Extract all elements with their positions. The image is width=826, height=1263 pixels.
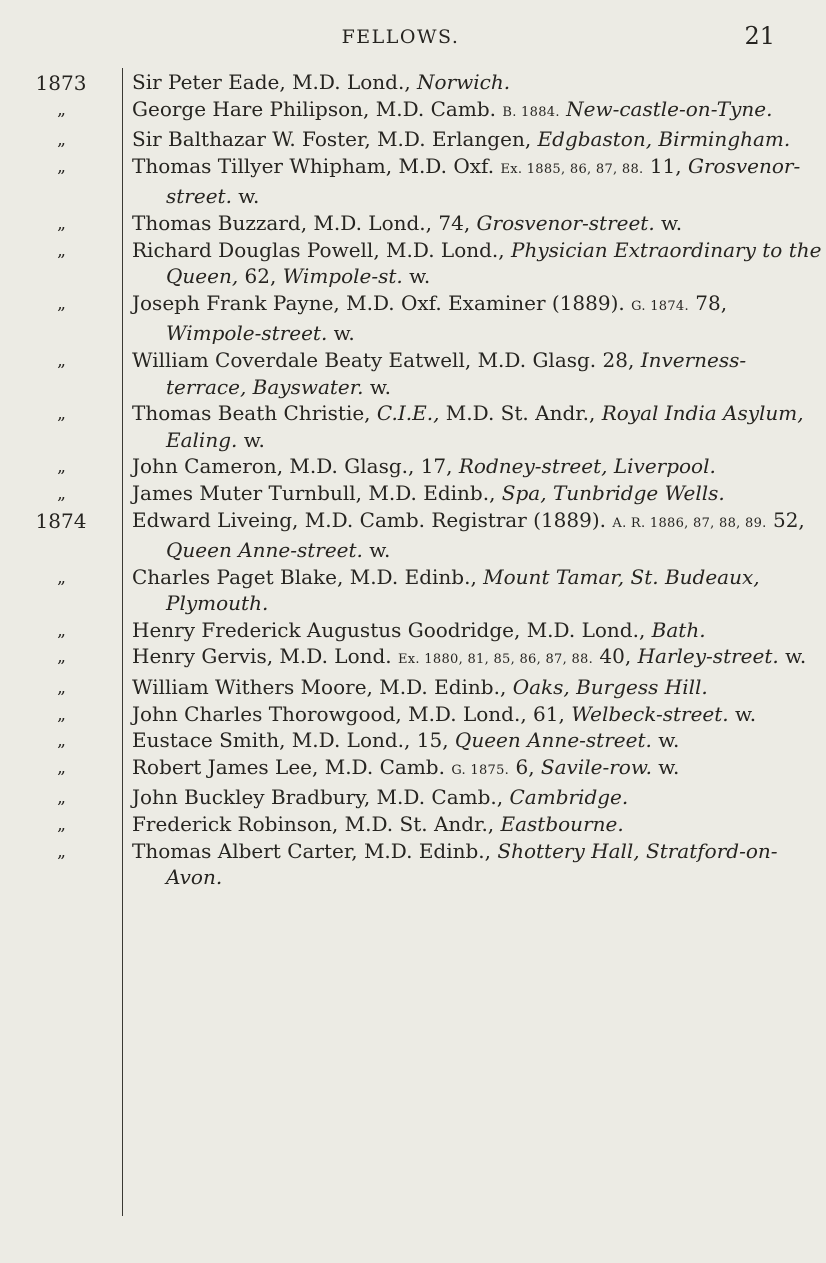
entry-name: Henry Frederick Augustus Goodridge, M.D. Lond., <box>132 617 652 642</box>
entry-address: Savile-row. <box>540 754 652 779</box>
list-item <box>0 754 801 785</box>
list-item <box>0 507 805 564</box>
entry-text <box>132 290 826 347</box>
page-header <box>0 22 801 52</box>
list-item <box>0 480 801 507</box>
entry-text <box>132 96 826 127</box>
entry-year: „ <box>57 240 65 261</box>
entry-year: „ <box>57 156 65 177</box>
entry-address: Wimpole-street. <box>166 321 328 346</box>
fellows-list <box>0 69 822 891</box>
entry-name: James Muter Turnbull, M.D. Edinb., <box>132 480 502 505</box>
list-item <box>0 701 801 728</box>
list-item <box>0 290 801 347</box>
list-item <box>0 126 801 153</box>
entry-text <box>132 507 826 564</box>
entry-offices: B. 1884. <box>502 104 560 120</box>
entry-address: New-castle-on-Tyne. <box>566 96 773 121</box>
entry-name: Thomas Buzzard, M.D. Lond., 74, <box>132 210 477 235</box>
list-item <box>0 643 807 674</box>
entry-year: „ <box>57 350 65 371</box>
entry-year: „ <box>57 293 65 314</box>
entry-name: w. <box>327 321 355 346</box>
list-item <box>0 674 801 701</box>
entry-address: Physician Extraordinary to the Queen, <box>166 237 822 289</box>
entry-name: w. <box>728 701 757 726</box>
entry-address: Grosvenor-street. <box>166 153 801 209</box>
entry-address: Spa, Tunbridge Wells. <box>501 480 725 505</box>
entry-year: „ <box>57 213 65 234</box>
entry-address: Edgbaston, Birmingham. <box>537 127 791 152</box>
list-item <box>0 617 801 644</box>
entry-text <box>132 754 826 785</box>
entry-name: William Coverdale Beaty Eatwell, M.D. Glasg. 28, <box>132 347 641 372</box>
entry-text <box>132 811 826 838</box>
entry-address: Royal India Asylum, Ealing. <box>166 401 804 452</box>
entry-offices: G. 1875. <box>451 762 510 778</box>
entry-address: Wimpole-st. <box>282 264 403 289</box>
entry-year: „ <box>57 704 65 725</box>
entry-name: w. <box>402 264 431 289</box>
list-item <box>0 811 801 838</box>
entry-year: „ <box>57 678 65 699</box>
list-item <box>0 153 801 210</box>
entry-address: Queen Anne-street. <box>166 538 363 563</box>
list-item <box>0 69 801 96</box>
entry-year: „ <box>57 841 65 862</box>
entry-year: 1874 <box>35 508 87 533</box>
entry-name: Thomas Tillyer Whipham, M.D. Oxf. <box>132 153 501 178</box>
entry-name: w. <box>651 728 680 753</box>
entry-offices: G. 1874. <box>631 298 689 314</box>
entry-text <box>132 838 826 891</box>
entry-text <box>132 701 826 728</box>
entry-year: „ <box>57 483 65 504</box>
entry-text <box>132 643 826 674</box>
entry-name: George Hare Philipson, M.D. Camb. <box>132 96 503 121</box>
entry-text <box>132 153 826 210</box>
entry-address: Eastbourne. <box>500 812 624 837</box>
entry-name: w. <box>363 374 391 399</box>
entry-text <box>132 210 826 237</box>
entry-name: 78, <box>688 290 728 315</box>
list-item <box>0 838 801 891</box>
entry-year: „ <box>57 567 65 588</box>
entry-name: 40, <box>593 644 638 669</box>
entry-year: „ <box>57 731 65 752</box>
list-item <box>0 400 804 453</box>
entry-name: w. <box>362 538 391 563</box>
entry-address: Grosvenor-street. <box>476 210 655 235</box>
entry-address: Welbeck-street. <box>571 701 729 726</box>
entry-name: w. <box>231 184 260 209</box>
entry-name: Thomas Albert Carter, M.D. Edinb., <box>132 838 498 863</box>
entry-year: „ <box>57 647 65 668</box>
entry-name: w. <box>778 644 807 669</box>
entry-text <box>132 237 826 290</box>
entry-address: Harley-street. <box>637 644 779 669</box>
list-item <box>0 347 801 400</box>
entry-year: „ <box>57 788 65 809</box>
entry-year: „ <box>57 404 65 425</box>
entry-name: M.D. St. Andr., <box>439 401 602 426</box>
entry-name: Sir Peter Eade, M.D. Lond., <box>132 70 418 94</box>
entry-year: „ <box>57 757 65 778</box>
entry-text <box>132 69 826 96</box>
entry-name: 62, <box>238 264 283 289</box>
entry-name: w. <box>654 210 683 235</box>
entry-name: Eustace Smith, M.D. Lond., 15, <box>132 728 455 753</box>
entry-address: Mount Tamar, St. Budeaux, Plymouth. <box>166 564 760 616</box>
entry-name: John Charles Thorowgood, M.D. Lond., 61, <box>132 701 572 726</box>
entry-name: 11, <box>643 153 688 178</box>
entry-name: Richard Douglas Powell, M.D. Lond., <box>132 237 511 262</box>
entry-year: 1873 <box>35 71 87 95</box>
entry-name: Frederick Robinson, M.D. St. Andr., <box>132 812 501 837</box>
entry-text <box>132 400 826 453</box>
entry-offices: Ex. 1880, 81, 85, 86, 87, 88. <box>398 652 594 668</box>
entry-offices: Ex. 1885, 86, 87, 88. <box>500 161 644 177</box>
entry-name: 52, <box>766 507 805 532</box>
list-item <box>0 784 801 811</box>
entry-text <box>132 480 826 507</box>
list-item <box>0 727 801 754</box>
list-item <box>0 96 801 127</box>
entry-year: „ <box>57 815 65 836</box>
entry-text <box>132 564 826 617</box>
entry-address: Shottery Hall, Stratford-on-Avon. <box>166 838 778 890</box>
entry-address: Bath. <box>651 617 706 642</box>
entry-address: Queen Anne-street. <box>454 728 652 753</box>
entry-text <box>132 727 826 754</box>
entry-text <box>132 347 826 400</box>
entry-year: „ <box>57 99 65 120</box>
entry-address: Norwich. <box>417 70 511 94</box>
entry-name: John Cameron, M.D. Glasg., 17, <box>132 454 459 479</box>
entry-name: John Buckley Bradbury, M.D. Camb., <box>132 785 510 810</box>
entry-year: „ <box>57 457 65 478</box>
entry-text <box>132 453 826 480</box>
entry-text <box>132 617 826 644</box>
entry-offices: A. R. 1886, 87, 88, 89. <box>612 515 767 531</box>
entry-year: „ <box>57 620 65 641</box>
entry-address: Inverness-terrace, Bayswater. <box>166 347 747 399</box>
list-item <box>0 453 801 480</box>
page-number: 21 <box>744 22 775 50</box>
entry-name: w. <box>237 427 265 452</box>
entry-name: Henry Gervis, M.D. Lond. <box>132 644 399 669</box>
entry-text <box>132 674 826 701</box>
running-title: FELLOWS. <box>341 26 460 48</box>
entry-text <box>132 126 826 153</box>
entry-text <box>132 784 826 811</box>
list-item <box>0 564 801 617</box>
list-item <box>0 237 822 290</box>
entry-year: „ <box>57 130 65 151</box>
entry-address: Rodney-street, Liverpool. <box>458 454 716 479</box>
entry-address: Oaks, Burgess Hill. <box>512 675 708 700</box>
entry-name: Edward Liveing, M.D. Camb. Registrar (1889). <box>132 507 613 532</box>
entry-name: Robert James Lee, M.D. Camb. <box>132 754 452 779</box>
list-item <box>0 210 801 237</box>
entry-name: 6, <box>509 754 541 779</box>
entry-name: Joseph Frank Payne, M.D. Oxf. Examiner (1889). <box>132 290 632 315</box>
entry-name: Charles Paget Blake, M.D. Edinb., <box>132 564 484 589</box>
entry-address: Cambridge. <box>509 785 629 810</box>
entry-name: William Withers Moore, M.D. Edinb., <box>132 675 513 700</box>
entry-address: C.I.E., <box>376 401 440 426</box>
entry-name: Thomas Beath Christie, <box>132 401 377 426</box>
entry-name: w. <box>651 754 680 779</box>
entry-name: Sir Balthazar W. Foster, M.D. Erlangen, <box>132 127 538 152</box>
